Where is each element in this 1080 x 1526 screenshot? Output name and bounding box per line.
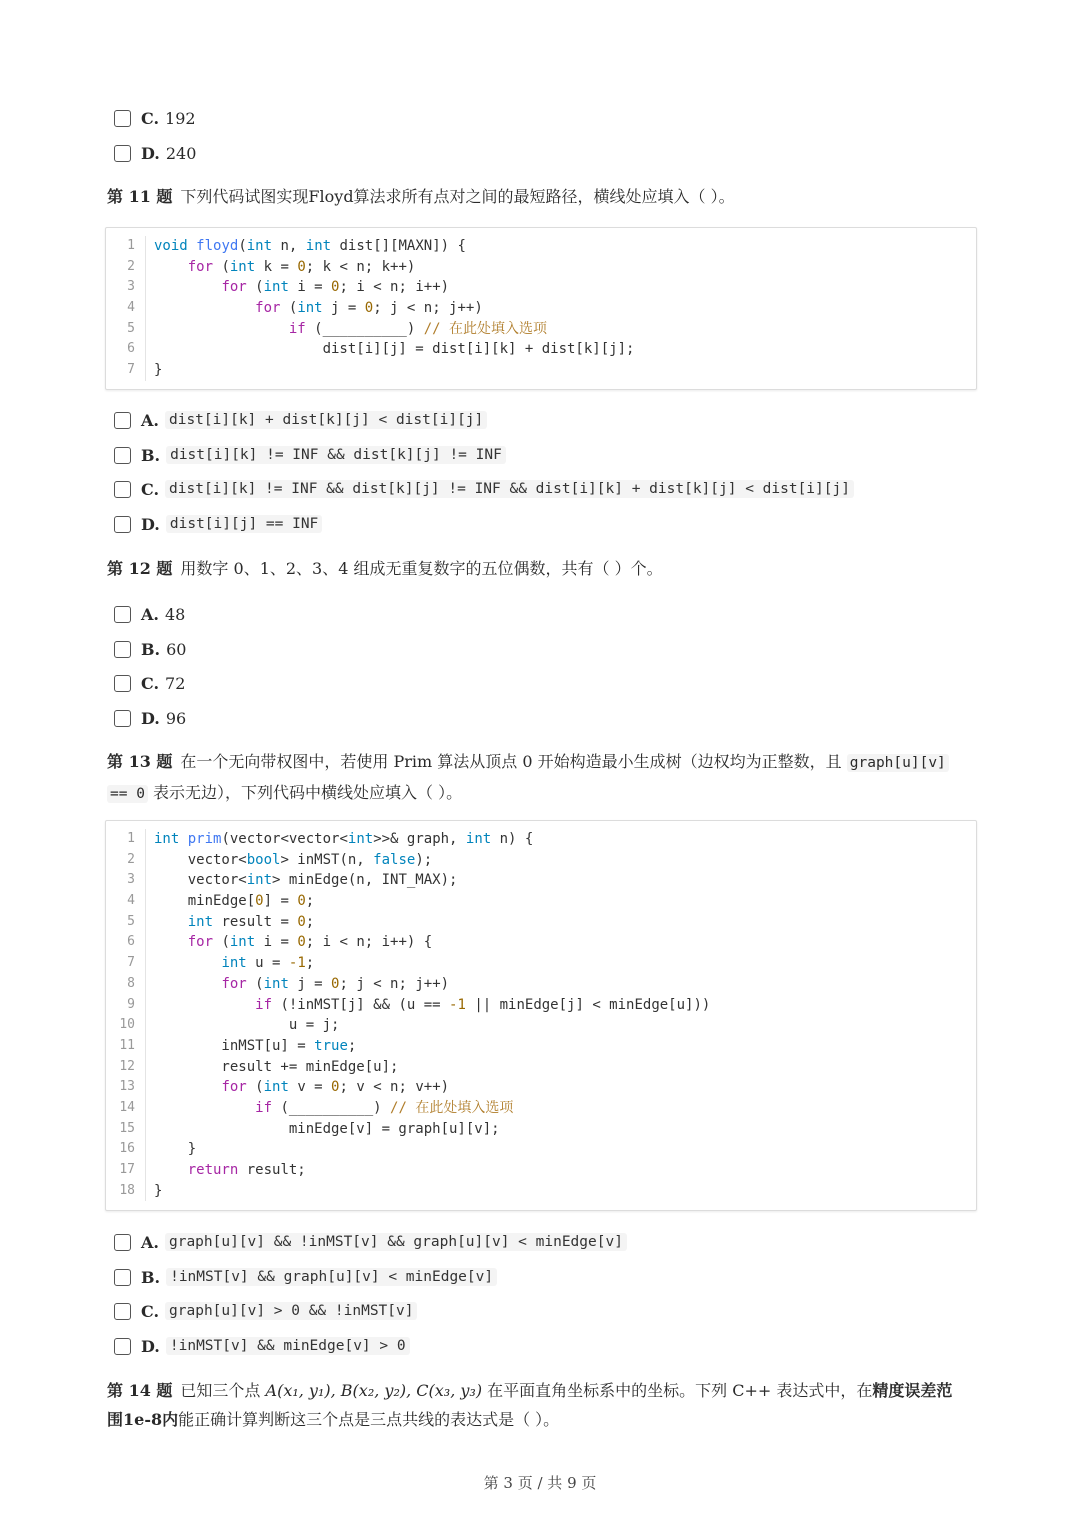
q13-option-a[interactable] [114,1231,627,1253]
code-text: for (int i = 0; i < n; i++) [221,279,450,296]
checkbox[interactable] [114,516,131,533]
q11-option-c[interactable] [114,478,854,500]
option-text: 96 [165,708,187,728]
option-text: 60 [166,639,187,659]
option-text: 48 [164,604,186,624]
q11-option-b[interactable] [114,444,506,466]
q12-option-b[interactable] [114,638,186,660]
code-line: 3 for (int i = 0; i < n; i++) [106,277,976,298]
option-letter: C. [141,479,160,499]
option-letter: C. [141,1301,160,1321]
code-line: 2 vector<bool> inMST(n, false); [106,850,976,871]
option-code: dist[i][k] + dist[k][j] < dist[i][j] [165,411,487,429]
code-text: for (int v = 0; v < n; v++) [221,1079,450,1096]
inline-code: graph[u][v] [847,754,949,772]
option-letter: C. [141,108,160,128]
code-text: int u = -1; [221,955,315,972]
code-text: inMST[u] = true; [154,1037,357,1054]
checkbox[interactable] [114,1234,131,1251]
code-text: for (int k = 0; k < n; k++) [187,258,416,275]
checkbox[interactable] [114,447,131,464]
code-text: vector<bool> inMST(n, false); [154,851,433,868]
q11-option-a[interactable] [114,409,487,431]
code-line: 17 return result; [106,1160,976,1181]
question-text: 已知三个点 [180,1381,266,1400]
code-text: minEdge[v] = graph[u][v]; [154,1120,500,1137]
code-line: 6 dist[i][j] = dist[i][k] + dist[k][j]; [106,339,976,360]
option-code: !inMST[v] && graph[u][v] < minEdge[v] [166,1268,497,1286]
q13-option-c[interactable] [114,1300,417,1322]
option-text: 72 [165,673,186,693]
code-text: } [154,1141,197,1158]
option-letter: C. [141,673,160,693]
inline-code: == 0 [107,785,148,803]
emphasis-text: 精度误差范 [872,1381,953,1400]
code-text: vector<int> minEdge(n, INT_MAX); [154,872,458,889]
q13-option-d[interactable] [114,1335,410,1357]
code-text: void floyd(int n, int dist[][MAXN]) { [154,238,466,254]
option-letter: B. [141,639,161,659]
q11-code-block [105,227,977,390]
option-text: 192 [165,108,196,128]
code-line: 10 u = j; [106,1015,976,1036]
code-text: for (int j = 0; j < n; j++) [255,300,483,317]
checkbox[interactable] [114,1338,131,1355]
question-number: 第 11 题 [107,187,173,206]
checkbox[interactable] [114,675,131,692]
code-text: result += minEdge[u]; [154,1058,399,1075]
option-letter: B. [141,1267,161,1287]
code-line: 15 minEdge[v] = graph[u][v]; [106,1119,976,1140]
option-code: graph[u][v] && !inMST[v] && graph[u][v] < minEdge[v] [165,1233,627,1251]
q12-option-c[interactable] [114,672,185,694]
code-line: 8 for (int j = 0; j < n; j++) [106,974,976,995]
code-line: 1 void floyd(int n, int dist[][MAXN]) { [106,236,976,257]
q11-stem [107,182,977,211]
q14-stem [107,1376,977,1434]
code-text: } [154,362,163,379]
checkbox[interactable] [114,110,131,127]
code-line: 7 int u = -1; [106,953,976,974]
q10-option-c[interactable] [114,107,196,129]
option-code: dist[i][k] != INF && dist[k][j] != INF && dist[i][k] + dist[k][j] < dist[i][j] [165,480,854,498]
question-text: 表示无边），下列代码中横线处应填入（ ）。 [147,783,463,802]
code-line: 5 int result = 0; [106,912,976,933]
option-letter: A. [141,604,159,624]
question-number: 第 12 题 [107,559,173,578]
checkbox[interactable] [114,641,131,658]
checkbox[interactable] [114,1269,131,1286]
code-text: dist[i][j] = dist[i][k] + dist[k][j]; [154,341,635,358]
option-code: !inMST[v] && minEdge[v] > 0 [166,1337,410,1355]
code-line: 2 for (int k = 0; k < n; k++) [106,257,976,278]
code-text: int result = 0; [187,913,315,930]
code-text: int prim(vector<vector<int>>& graph, int n) { [154,831,534,847]
code-line: 12 result += minEdge[u]; [106,1057,976,1078]
checkbox[interactable] [114,1303,131,1320]
question-text: 在一个无向带权图中，若使用 Prim 算法从顶点 0 开始构造最小生成树（边权均为正整数，且 [180,752,847,771]
q13-stem [107,747,977,809]
question-text: 下列代码试图实现Floyd算法求所有点对之间的最短路径，横线处应填入（ ）。 [180,187,735,206]
code-text: if (__________) // 在此处填入选项 [255,1099,514,1116]
checkbox[interactable] [114,606,131,623]
q13-option-b[interactable] [114,1266,497,1288]
q10-option-d[interactable] [114,142,196,164]
code-line: 18 } [106,1181,976,1202]
option-code: dist[i][k] != INF && dist[k][j] != INF [166,446,506,464]
code-line: 3 vector<int> minEdge(n, INT_MAX); [106,870,976,891]
code-line: 6 for (int i = 0; i < n; i++) { [106,932,976,953]
emphasis-text: 围1e-8内 [107,1410,179,1429]
question-text: 能正确计算判断这三个点是三点共线的表达式是（ ）。 [178,1410,560,1429]
question-number: 第 13 题 [107,752,173,771]
q12-option-d[interactable] [114,707,186,729]
code-text: } [154,1182,163,1199]
option-letter: A. [141,1232,159,1252]
code-text: if (__________) // 在此处填入选项 [288,320,548,337]
option-letter: D. [141,143,160,163]
checkbox[interactable] [114,145,131,162]
code-text: if (!inMST[j] && (u == -1 || minEdge[j] < minEdge[u])) [255,996,711,1013]
code-line: 14 if (__________) // 在此处填入选项 [106,1098,976,1119]
question-text: 用数字 0、1、2、3、4 组成无重复数字的五位偶数，共有（ ）个。 [180,559,663,578]
q12-option-a[interactable] [114,603,185,625]
option-letter: D. [141,708,160,728]
code-text: for (int i = 0; i < n; i++) { [187,934,433,951]
code-line: 11 inMST[u] = true; [106,1036,976,1057]
q13-code-block [105,820,977,1211]
code-text: return result; [187,1162,306,1178]
q12-stem [107,554,977,583]
checkbox[interactable] [114,481,131,498]
option-letter: B. [141,445,161,465]
code-line: 4 minEdge[0] = 0; [106,891,976,912]
page-footer: 第 3 页 / 共 9 页 [483,1474,597,1492]
code-line: 4 for (int j = 0; j < n; j++) [106,298,976,319]
code-line: 5 if (__________) // 在此处填入选项 [106,319,976,340]
code-line: 7 } [106,360,976,381]
code-line: 16 } [106,1139,976,1160]
option-code: dist[i][j] == INF [166,515,322,533]
code-text: minEdge[0] = 0; [154,893,315,910]
code-line: 1 int prim(vector<vector<int>>& graph, int n) { [106,829,976,850]
code-line: 13 for (int v = 0; v < n; v++) [106,1077,976,1098]
code-text: u = j; [154,1017,340,1034]
q11-option-d[interactable] [114,513,322,535]
code-line: 9 if (!inMST[j] && (u == -1 || minEdge[j] < minEdge[u])) [106,995,976,1016]
question-number: 第 14 题 [107,1381,173,1400]
option-letter: D. [141,1336,160,1356]
option-text: 240 [165,143,197,163]
code-text: for (int j = 0; j < n; j++) [221,975,450,992]
option-letter: A. [141,410,159,430]
math-points: A(x₁, y₁), B(x₂, y₂), C(x₃, y₃) [265,1381,483,1400]
question-text: 在平面直角坐标系中的坐标。下列 C++ 表达式中，在 [482,1381,873,1400]
checkbox[interactable] [114,710,131,727]
option-code: graph[u][v] > 0 && !inMST[v] [165,1302,417,1320]
option-letter: D. [141,514,160,534]
checkbox[interactable] [114,412,131,429]
